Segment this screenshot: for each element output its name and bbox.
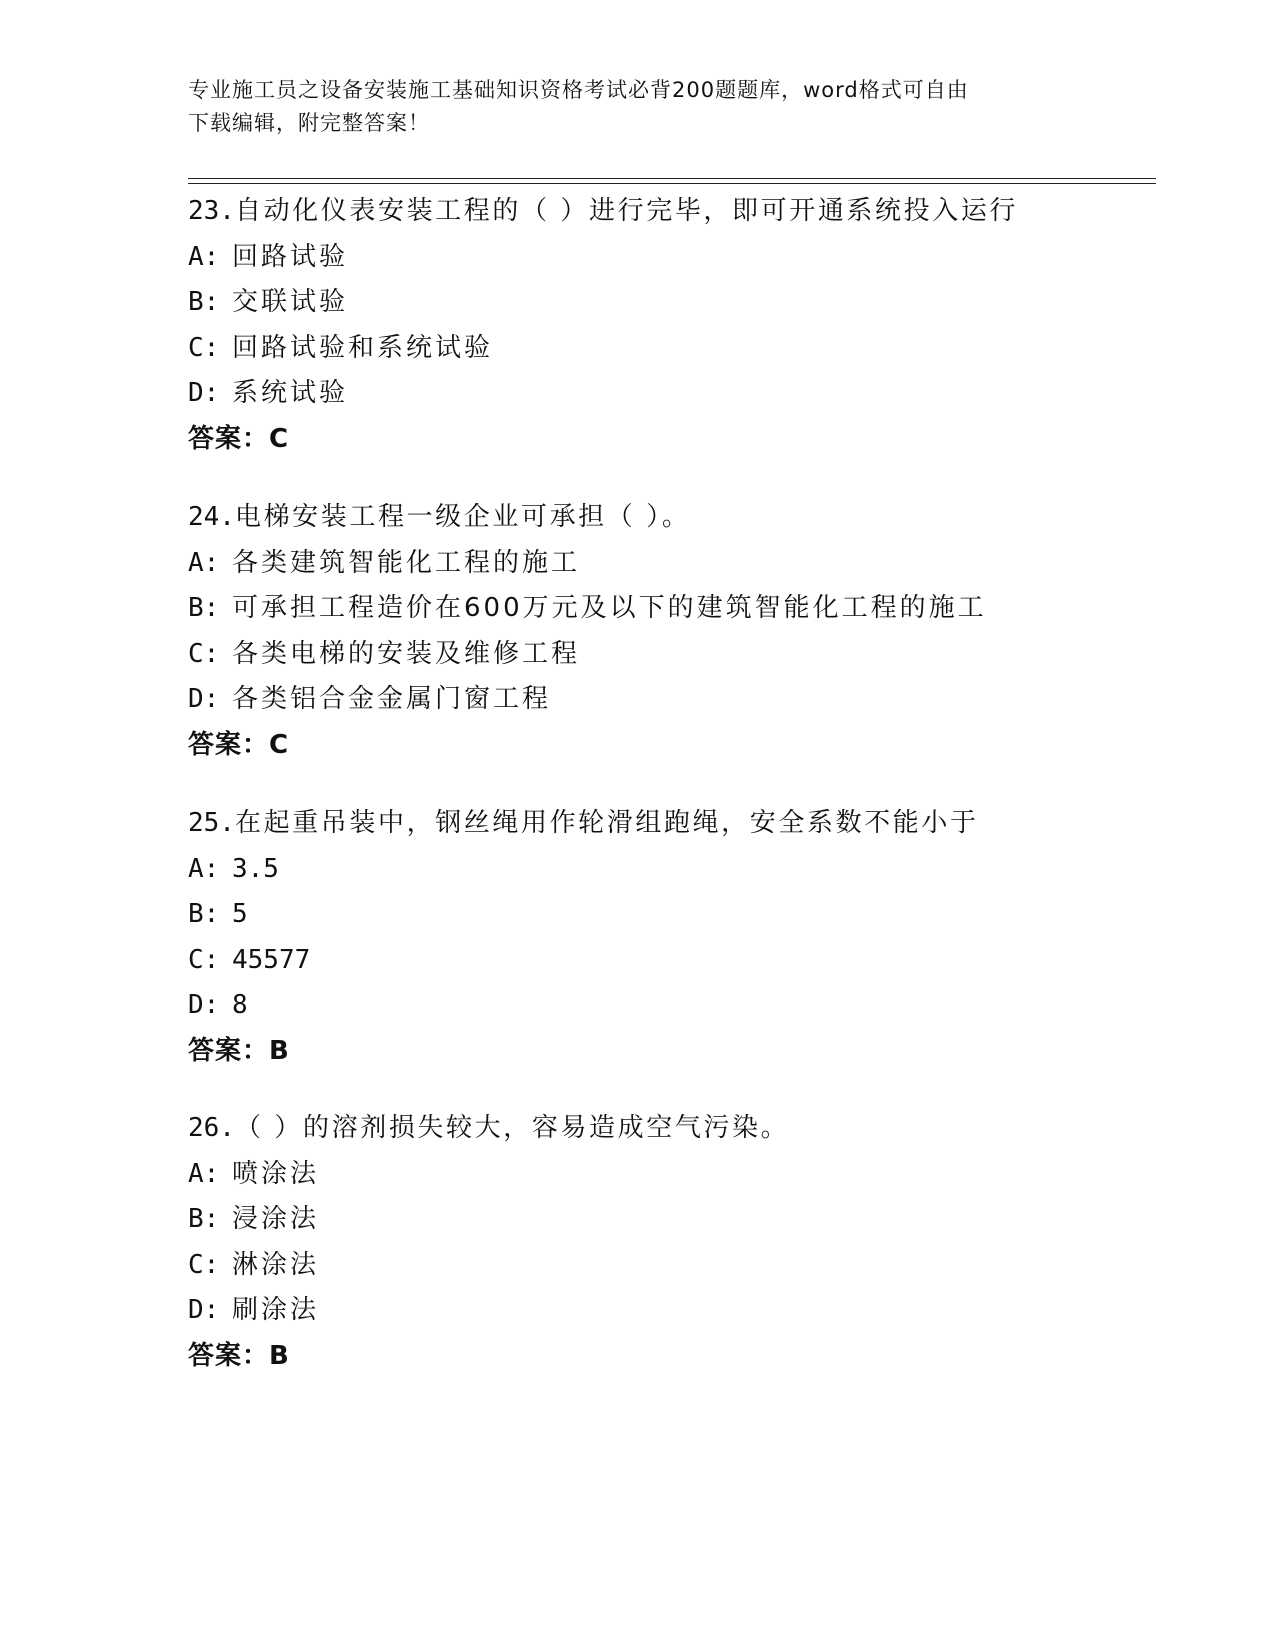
question-text: （ ）的溶剂损失较大，容易造成空气污染。 — [234, 1113, 790, 1143]
option-d — [188, 1288, 1168, 1334]
question-number: 24. — [188, 502, 235, 532]
question-stem — [188, 801, 1168, 847]
option-d — [188, 983, 1168, 1029]
option-key: B: — [188, 1204, 220, 1234]
answer-label: 答案： — [188, 1035, 270, 1066]
option-key: D: — [188, 684, 220, 714]
option-c — [188, 632, 1168, 678]
option-d — [188, 677, 1168, 723]
option-text: 刷涂法 — [232, 1295, 320, 1325]
option-a — [188, 235, 1168, 281]
question-23 — [188, 189, 1168, 462]
option-key: C: — [188, 332, 220, 363]
option-text: 喷涂法 — [232, 1158, 320, 1189]
option-c — [188, 326, 1168, 372]
question-text: 自动化仪表安装工程的（ ）进行完毕，即可开通系统投入运行 — [234, 196, 1019, 226]
option-key: B: — [188, 287, 220, 317]
question-26 — [188, 1106, 1168, 1379]
answer-value: B — [269, 1340, 290, 1371]
answer-label: 答案： — [188, 423, 270, 454]
option-text: 淋涂法 — [232, 1249, 320, 1280]
option-key: A: — [188, 853, 220, 884]
question-stem — [188, 189, 1168, 235]
answer-line — [188, 417, 1168, 463]
answer-label: 答案： — [188, 1340, 270, 1371]
option-text: 各类电梯的安装及维修工程 — [232, 638, 581, 669]
question-text: 在起重吊装中，钢丝绳用作轮滑组跑绳，安全系数不能小于 — [234, 808, 979, 838]
option-text: 可承担工程造价在600万元及以下的建筑智能化工程的施工 — [232, 593, 987, 623]
answer-label: 答案： — [188, 729, 270, 760]
header-line-1: 专业施工员之设备安装施工基础知识资格考试必背200题题库，word格式可自由 — [188, 78, 969, 102]
option-a — [188, 847, 1168, 893]
option-key: A: — [188, 241, 220, 272]
option-key: D: — [188, 378, 220, 408]
answer-line — [188, 723, 1168, 769]
option-c — [188, 1243, 1168, 1289]
option-text: 浸涂法 — [232, 1204, 320, 1234]
option-key: B: — [188, 899, 220, 929]
answer-line — [188, 1334, 1168, 1380]
option-text: 5 — [232, 899, 248, 929]
question-number: 23. — [188, 196, 235, 226]
option-text: 交联试验 — [232, 287, 349, 317]
option-key: C: — [188, 638, 220, 669]
option-key: A: — [188, 547, 220, 578]
option-text: 各类建筑智能化工程的施工 — [232, 547, 581, 578]
header-divider-top — [188, 178, 1156, 179]
option-key: C: — [188, 1249, 220, 1280]
question-24 — [188, 495, 1168, 768]
answer-value: C — [269, 423, 290, 454]
option-key: A: — [188, 1158, 220, 1189]
option-key: D: — [188, 990, 220, 1020]
question-number: 26. — [188, 1113, 235, 1143]
question-number: 25. — [188, 808, 235, 838]
answer-value: B — [269, 1035, 290, 1066]
option-b — [188, 1197, 1168, 1243]
option-b — [188, 280, 1168, 326]
answer-line — [188, 1029, 1168, 1075]
option-a — [188, 541, 1168, 587]
question-text: 电梯安装工程一级企业可承担（ ）。 — [234, 502, 691, 532]
header-line-2: 下载编辑，附完整答案！ — [188, 111, 430, 135]
option-key: D: — [188, 1295, 220, 1325]
question-25 — [188, 801, 1168, 1074]
document-header — [188, 74, 1088, 140]
option-key: B: — [188, 593, 220, 623]
option-text: 各类铝合金金属门窗工程 — [232, 684, 552, 714]
header-divider-bottom — [188, 183, 1156, 184]
question-stem — [188, 495, 1168, 541]
option-d — [188, 371, 1168, 417]
option-text: 回路试验 — [232, 241, 349, 272]
option-a — [188, 1152, 1168, 1198]
option-text: 回路试验和系统试验 — [232, 332, 494, 363]
question-stem — [188, 1106, 1168, 1152]
option-b — [188, 892, 1168, 938]
option-key: C: — [188, 944, 220, 975]
option-b — [188, 586, 1168, 632]
option-text: 45577 — [232, 944, 311, 975]
option-c — [188, 938, 1168, 984]
option-text: 3.5 — [232, 853, 279, 884]
option-text: 8 — [232, 990, 248, 1020]
option-text: 系统试验 — [232, 378, 349, 408]
answer-value: C — [269, 729, 290, 760]
